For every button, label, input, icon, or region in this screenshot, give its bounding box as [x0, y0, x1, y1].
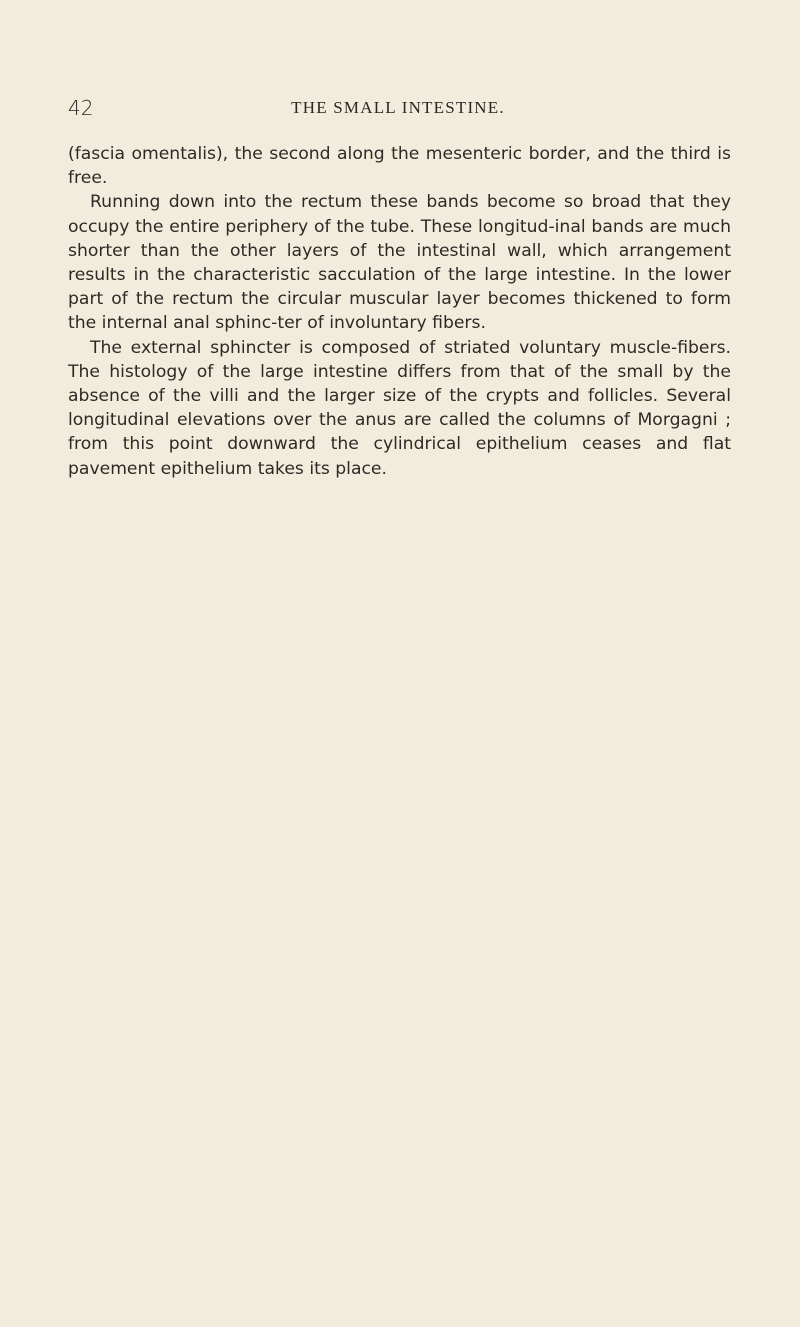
- running-head: [68, 96, 728, 122]
- paragraph-external-sphincter: The external sphincter is composed of striated voluntary muscle-fibers. The histology of the large intestine differs from that of the small by the absence of the villi and the larger size of the crypts and follicles. Several longitudinal elevations over the anus are called the columns of Morgagni ; from this point downward the cylindrical epithelium ceases and flat pavement epithelium takes its place.: [68, 337, 731, 479]
- paragraph-rectum-bands: Running down into the rectum these bands become so broad that they occupy the entire periphery of the tube. These longitud-inal bands are much shorter than the other layers of the intestinal wall, which arrangement results in the characteristic sacculation of the large intestine. In the lower part of the rectum the circular muscular layer becomes thickened to form the internal anal sphinc-ter of involuntary fibers.: [68, 192, 731, 334]
- paragraph-continuation: (fascia omentalis), the second along the mesenteric border, and the third is free.: [68, 144, 731, 189]
- running-title: THE SMALL INTESTINE.: [291, 98, 505, 117]
- page-number: 42: [68, 96, 94, 120]
- body-text: [68, 142, 731, 481]
